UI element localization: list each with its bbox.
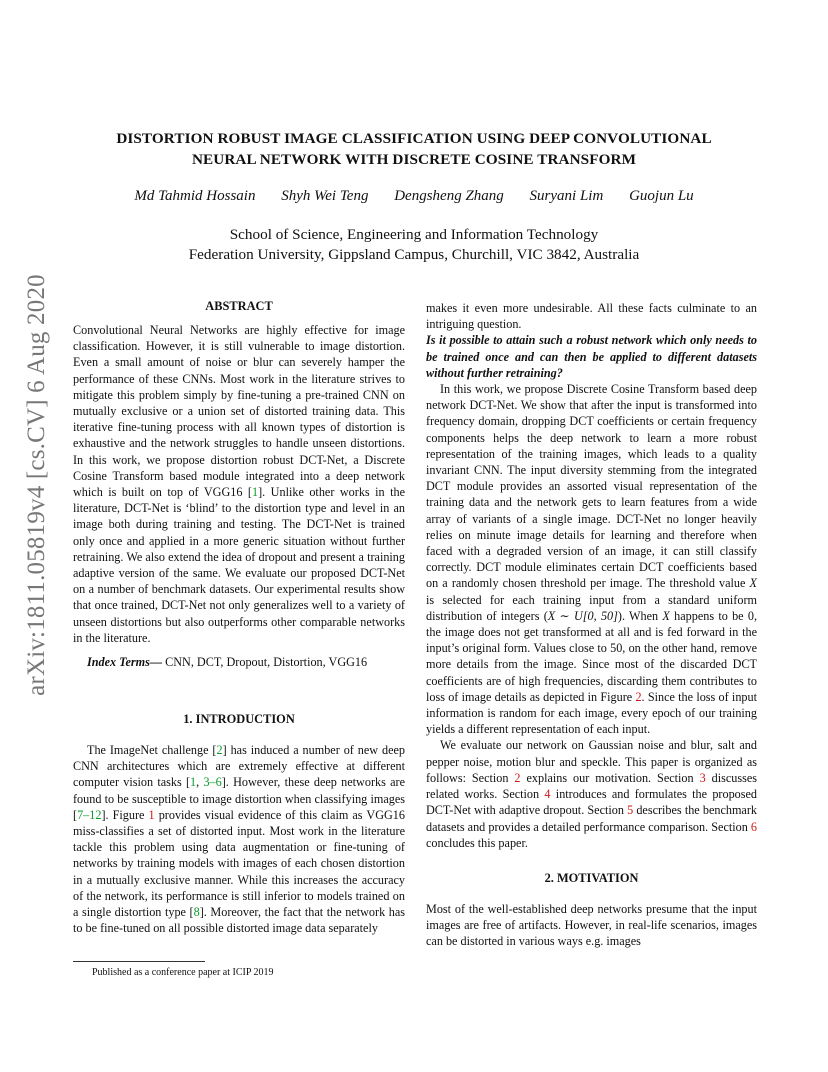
section-link[interactable]: 5	[627, 803, 634, 818]
section-link[interactable]: 2	[514, 770, 521, 785]
index-terms-label: Index Terms—	[87, 655, 163, 670]
index-terms: Index Terms— CNN, DCT, Dropout, Distortion, VGG16	[87, 655, 368, 670]
citation-link[interactable]: 3–6	[203, 775, 222, 790]
footnote: Published as a conference paper at ICIP 2019	[92, 967, 274, 978]
citation-link[interactable]: 2	[216, 743, 223, 757]
citation-link[interactable]: 8	[193, 905, 200, 920]
author-1: Md Tahmid Hossain	[134, 188, 256, 204]
citation-link[interactable]: 1	[252, 485, 259, 500]
abstract-heading: ABSTRACT	[205, 299, 273, 313]
organization-paragraph: We evaluate our network on Gaussian noise and blur, salt and pepper noise, motion blur and speckle. This paper is organized as follows: Section 2 explains our motivation. Section 3 discusses related works. Section 4 introduces and formulates the proposed DCT-Net with adaptive dropout. Section 5 describes the benchmark datasets and provides a detailed performance comparison. Section 6 concludes this paper.	[426, 738, 758, 850]
section-link[interactable]: 4	[544, 787, 551, 802]
author-4: Suryani Lim	[529, 188, 604, 204]
title-line-2: NEURAL NETWORK WITH DISCRETE COSINE TRANSFORM	[191, 151, 637, 168]
affiliation-line-1: School of Science, Engineering and Information Technology	[229, 226, 599, 243]
abstract-section	[73, 298, 405, 670]
arxiv-identifier: arXiv:1811.05819v4 [cs.CV] 6 Aug 2020	[23, 274, 50, 696]
footnote-rule	[73, 961, 205, 962]
abstract-text: Convolutional Neural Networks are highly effective for image classification. However, it is still vulnerable to image distortion. Even a small amount of noise or blur can severely hamper the performance of these CNNs. Most work in the literature strives to mitigate this problem simply by fine-tuning a pre-trained CNN on mutually exclusive or a union set of distorted training data. This iterative fine-tuning process with all known types of distortion is exhaustive and the network struggles to handle unseen distortions. In this work, we propose distortion robust DCT-Net, a Discrete Cosine Transform based module integrated into a deep network which is built on top of VGG16 [1]. Unlike other works in the literature, DCT-Net is ‘blind’ to the distortion type and level in an image both during training and testing. The DCT-Net is trained only once and applied in a more generic situation without further retraining. We also extend the idea of dropout and present a training adaptive version of the same. We evaluate our proposed DCT-Net on a number of benchmark datasets. Our experimental results show that once trained, DCT-Net not only generalizes well to a variety of unseen distortions but also outperforms other comparable networks in the literature.	[73, 323, 405, 645]
title-line-1: DISTORTION ROBUST IMAGE CLASSIFICATION USING DEEP CONVOLUTIONAL	[116, 130, 712, 147]
section-link[interactable]: 6	[750, 819, 757, 834]
paper-title	[60, 128, 768, 170]
citation-link[interactable]: 1	[190, 775, 197, 790]
citation-link[interactable]: 7–12	[77, 807, 102, 822]
author-5: Guojun Lu	[629, 188, 694, 204]
method-paragraph: In this work, we propose Discrete Cosine Transform based deep network DCT-Net. We show that after the input is transformed into frequency domain, dropping DCT coefficients or certain frequency components helps the deep network to learn a more robust representation of the training images, which leads to a quality invariant CNN. The input diversity stemming from the integrated DCT module provides an assorted visual representation of the training data and the network gets to learn features from a wide array of variants of a single image. DCT-Net no longer heavily relies on minute image details for learning and therefore when faced with a degraded version of an image, it can still classify correctly. DCT module eliminates certain DCT coefficients based on a randomly chosen threshold per image. The threshold value X is selected for each training input from a standard uniform distribution of integers (X ∼ U[0, 50]). When X happens to be 0, the image does not get transformed at all and is fed forward in the input’s original form. Values close to 50, on the other hand, remove more details from the image. Since most of the discarded DCT coefficients are of high frequencies, discarding them contributes to loss of image details as depicted in Figure 2. Since the loss of input information is random for each image, every epoch of our training yields a different representation of each input.	[426, 382, 758, 737]
affiliation-line-2: Federation University, Gippsland Campus, Churchill, VIC 3842, Australia	[188, 246, 640, 263]
right-column	[426, 300, 757, 950]
affiliation	[60, 225, 768, 265]
introduction-heading: 1. INTRODUCTION	[183, 712, 295, 726]
figure-link[interactable]: 2	[635, 689, 642, 704]
motivation-text: Most of the well-established deep networks presume that the input images are free of artifacts. However, in real-life scenarios, images can be distorted in various ways e.g. images	[426, 901, 757, 949]
arxiv-sidebar	[18, 274, 56, 696]
introduction-section	[73, 711, 405, 936]
continued-text: makes it even more undesirable. All these facts culminate to an intriguing question.	[426, 301, 757, 332]
author-list	[60, 186, 768, 206]
author-2: Shyh Wei Teng	[281, 188, 369, 204]
motivation-heading: 2. MOTIVATION	[544, 870, 639, 885]
figure-link[interactable]: 1	[148, 807, 155, 822]
introduction-text: The ImageNet challenge [2] has induced a number of new deep CNN architectures which are extremely effective at different computer vision tasks [1, 3–6]. However, these deep networks are found to be susceptible to image distortion when classifying images [7–12]. Figure 1 provides visual evidence of this claim as VGG16 miss-classifies a set of distorted input. Most work in the literature tackle this problem using data augmentation or fine-tuning of networks by training models with images of each chosen distortion in a mutually exclusive manner. While this increases the accuracy of the network, its performance is still inferior to models trained on a single distortion type [8]. Moreover, the fact that the network has to be fine-tuned on all possible distorted image data separately	[73, 743, 405, 936]
author-3: Dengsheng Zhang	[394, 188, 504, 204]
research-question: Is it possible to attain such a robust network which only needs to be trained once and can then be applied to different datasets without further retraining?	[426, 333, 757, 380]
section-link[interactable]: 3	[699, 770, 706, 785]
